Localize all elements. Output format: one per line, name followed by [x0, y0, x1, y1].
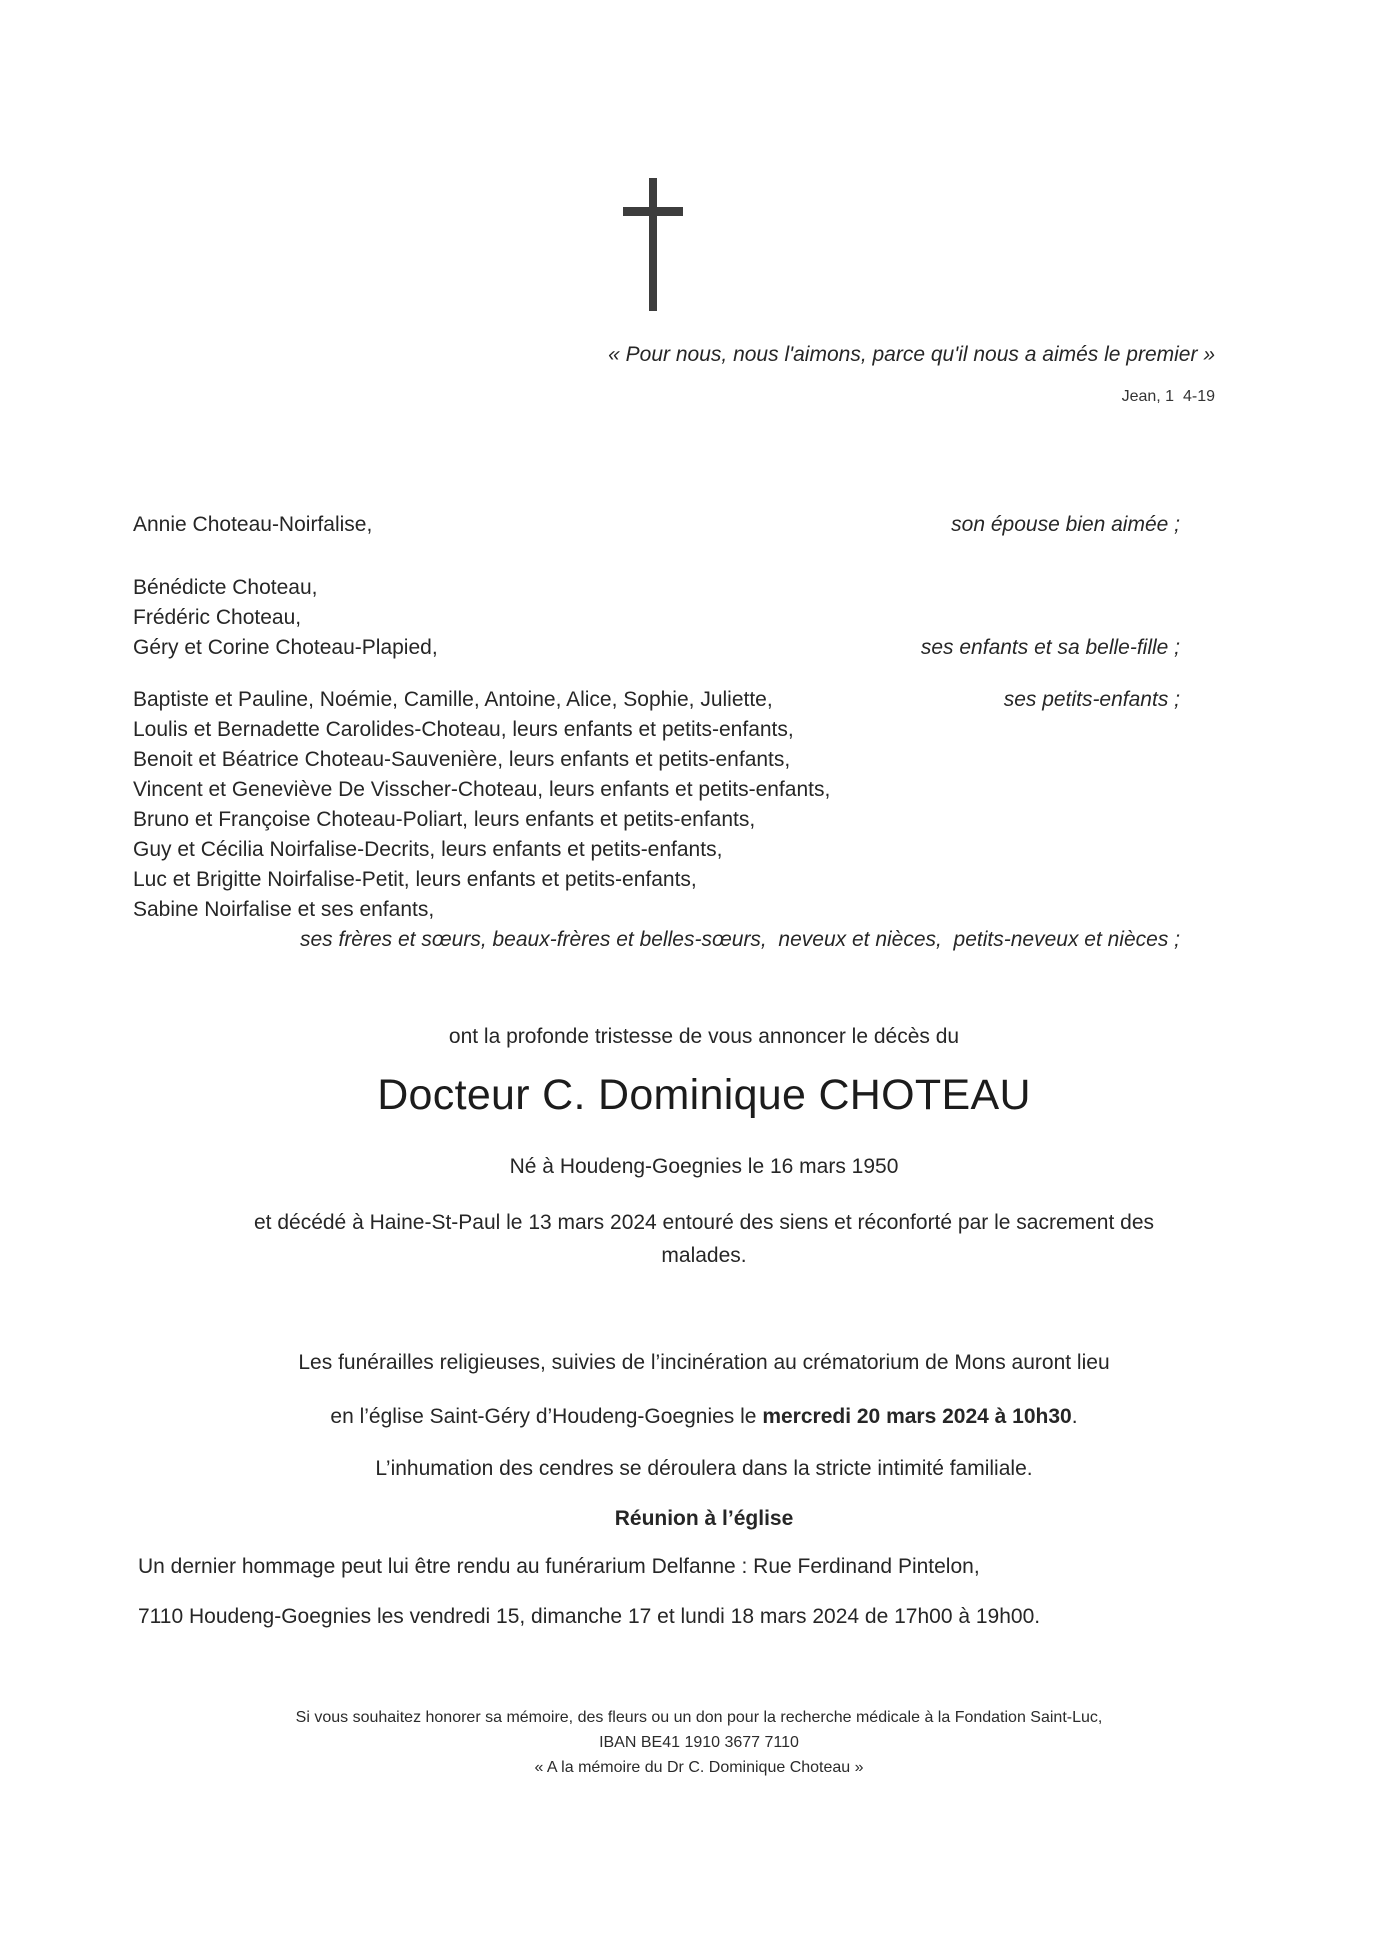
cross-horizontal-bar	[623, 207, 683, 216]
memorial-dedication: « A la mémoire du Dr C. Dominique Choteau »	[534, 1759, 864, 1776]
memorial-iban: IBAN BE41 1910 3677 7110	[599, 1734, 799, 1751]
funeral-line-2	[30, 1402, 1378, 1432]
funeral-line-2-prefix: en l’église Saint-Géry d’Houdeng-Goegnies le	[330, 1405, 763, 1428]
family-member-name: Géry et Corine Choteau-Plapied,	[133, 636, 438, 659]
family-member-name: Sabine Noirfalise et ses enfants,	[133, 898, 435, 921]
spacer	[133, 663, 1180, 685]
family-row-child	[133, 603, 1180, 633]
siblings-relationship-line: ses frères et sœurs, beaux-frères et belles-sœurs, neveux et nièces, petits-neveux et nièces ;	[299, 928, 1180, 951]
spacer	[133, 540, 1180, 573]
cross-vertical-bar	[649, 178, 657, 311]
relationship-label: ses petits-enfants ;	[1003, 688, 1180, 711]
family-member-name: Bénédicte Choteau,	[133, 576, 318, 599]
family-list	[133, 510, 1180, 955]
family-row-extended	[133, 895, 1180, 925]
family-row-extended	[133, 805, 1180, 835]
family-row-spouse	[133, 510, 1180, 540]
funeral-line-2-suffix: .	[1071, 1405, 1078, 1428]
family-member-name: Bruno et Françoise Choteau-Poliart, leurs enfants et petits-enfants,	[133, 808, 756, 831]
family-row-extended	[133, 835, 1180, 865]
birth-line: Né à Houdeng-Goegnies le 16 mars 1950	[509, 1155, 899, 1178]
family-member-name: Luc et Brigitte Noirfalise-Petit, leurs enfants et petits-enfants,	[133, 868, 697, 891]
family-member-name: Loulis et Bernadette Carolides-Choteau, leurs enfants et petits-enfants,	[133, 718, 794, 741]
family-row-child	[133, 633, 1180, 663]
funeral-line-3: L’inhumation des cendres se déroulera dans la stricte intimité familiale.	[375, 1457, 1033, 1480]
family-member-name: Annie Choteau-Noirfalise,	[133, 513, 373, 536]
family-member-name: Baptiste et Pauline, Noémie, Camille, Antoine, Alice, Sophie, Juliette,	[133, 688, 773, 711]
family-member-name: Vincent et Geneviève De Visscher-Choteau, leurs enfants et petits-enfants,	[133, 778, 831, 801]
scripture-quote: « Pour nous, nous l'aimons, parce qu'il nous a aimés le premier »	[608, 343, 1215, 366]
family-member-name: Frédéric Choteau,	[133, 606, 302, 629]
relationship-label: son épouse bien aimée ;	[951, 513, 1180, 536]
family-row-extended	[133, 745, 1180, 775]
scripture-reference: Jean, 1 4-19	[1121, 388, 1215, 405]
funeral-line-1: Les funérailles religieuses, suivies de l’incinération au crématorium de Mons auront lieu	[298, 1351, 1110, 1374]
death-announcement	[30, 1022, 1378, 1272]
relationship-label: ses enfants et sa belle-fille ;	[920, 636, 1180, 659]
tribute-line-1: Un dernier hommage peut lui être rendu au funérarium Delfanne : Rue Ferdinand Pintelon,	[138, 1555, 980, 1578]
announcement-intro: ont la profonde tristesse de vous annoncer le décès du	[448, 1025, 960, 1048]
reunion-note: Réunion à l’église	[614, 1507, 794, 1530]
scripture-quote-block	[0, 340, 1215, 408]
death-details	[30, 1206, 1378, 1272]
latin-cross-icon	[623, 178, 683, 311]
deceased-name: Docteur C. Dominique CHOTEAU	[377, 1071, 1031, 1119]
family-row-grandchildren	[133, 685, 1180, 715]
memorial-footer	[20, 1705, 1378, 1780]
family-member-name: Benoit et Béatrice Choteau-Sauvenière, leurs enfants et petits-enfants,	[133, 748, 791, 771]
tribute-block	[138, 1552, 1258, 1632]
family-row-child	[133, 573, 1180, 603]
family-row-extended	[133, 865, 1180, 895]
funeral-details	[30, 1348, 1378, 1534]
family-row-extended	[133, 775, 1180, 805]
death-line-2: malades.	[661, 1244, 747, 1267]
death-line-1: et décédé à Haine-St-Paul le 13 mars 2024 entouré des siens et réconforté par le sacrement des	[253, 1211, 1155, 1234]
family-row-extended	[133, 715, 1180, 745]
memorial-line-1: Si vous souhaitez honorer sa mémoire, des fleurs ou un don pour la recherche médicale à la Fondation Saint-Luc,	[295, 1709, 1103, 1726]
family-member-name: Guy et Cécilia Noirfalise-Decrits, leurs enfants et petits-enfants,	[133, 838, 723, 861]
funeral-date-time: mercredi 20 mars 2024 à 10h30	[762, 1405, 1072, 1428]
tribute-line-2: 7110 Houdeng-Goegnies les vendredi 15, dimanche 17 et lundi 18 mars 2024 de 17h00 à 19h00.	[138, 1605, 1041, 1628]
